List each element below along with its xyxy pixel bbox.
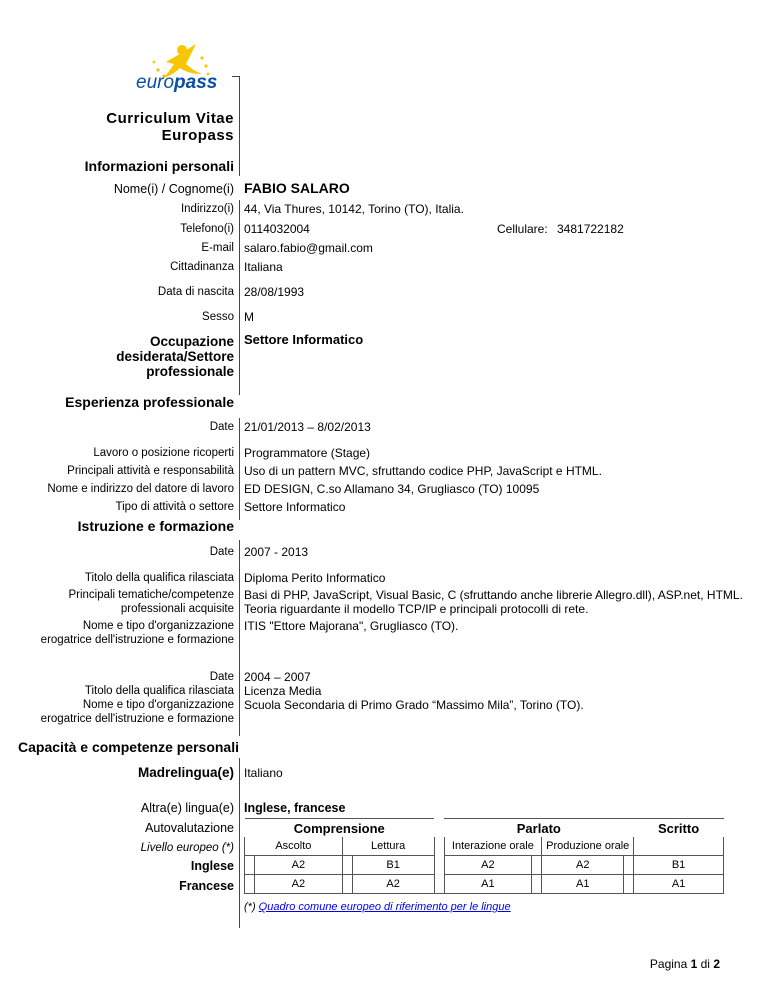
french-reading: A2 (352, 875, 434, 894)
org2-value: Scuola Secondaria di Primo Grado “Massimo Mila”, Torino (TO). (244, 698, 584, 712)
subheader-reading: Lettura (342, 837, 434, 856)
mobile-value: 3481722182 (557, 222, 624, 236)
english-writing: B1 (634, 856, 724, 875)
section-title-personal: Informazioni personali (84, 158, 234, 174)
section-title-experience: Esperienza professionale (65, 394, 234, 410)
org1-label (41, 619, 234, 647)
skills1-value (244, 588, 743, 616)
cefr-link[interactable]: Quadro comune europeo di riferimento per le lingue (258, 901, 511, 913)
header-comprehension: Comprensione (245, 819, 435, 838)
header-written: Scritto (634, 819, 724, 838)
employer-value: ED DESIGN, C.so Allamano 34, Grugliasco (TO) 10095 (244, 482, 540, 496)
occupation-label-line-3: professionale (146, 364, 234, 379)
address-label: Indirizzo(i) (180, 203, 234, 215)
subheader-written-empty (634, 837, 724, 856)
europass-logo (128, 40, 240, 98)
name-value: FABIO SALARO (244, 180, 350, 196)
org1-value: ITIS "Ettore Majorana", Grugliasco (TO). (244, 619, 459, 633)
page-current: 1 (690, 957, 698, 971)
employer-label: Nome e indirizzo del datore di lavoro (47, 483, 234, 495)
job-value: Programmatore (Stage) (244, 446, 371, 460)
email-label: E-mail (201, 242, 234, 254)
occupation-value: Settore Informatico (244, 332, 364, 347)
name-label: Nome(i) / Cognome(i) (113, 182, 234, 196)
org1-label-line-2: erogatrice dell'istruzione e formazione (40, 634, 234, 646)
phone-label: Telefono(i) (180, 223, 234, 235)
sector-value: Settore Informatico (244, 500, 346, 514)
sex-value: M (244, 310, 254, 324)
subheader-interaction: Interazione orale (444, 837, 542, 856)
education-date2-values (244, 670, 584, 712)
french-writing: A1 (634, 875, 724, 894)
divider-vertical (239, 418, 240, 520)
english-listening: A2 (254, 856, 342, 875)
activities-label: Principali attività e responsabilità (67, 465, 234, 477)
other-languages-label: Altra(e) lingua(e) (140, 801, 234, 815)
page-title (106, 110, 234, 144)
experience-date-value: 21/01/2013 – 8/02/2013 (244, 420, 371, 434)
occupation-label (116, 334, 234, 379)
english-production: A2 (542, 856, 624, 875)
self-assessment-label: Autovalutazione (145, 821, 234, 835)
footnote (244, 901, 511, 913)
org2-label-line-2: erogatrice dell'istruzione e formazione (40, 713, 234, 725)
mobile-label: Cellulare: (497, 222, 548, 236)
french-interaction: A1 (444, 875, 532, 894)
skills1-label-line-2: professionali acquisite (120, 603, 234, 615)
divider-vertical (239, 200, 240, 395)
job-label: Lavoro o posizione ricoperti (93, 447, 234, 459)
skills1-value-line-1: Basi di PHP, JavaScript, Visual Basic, C (sfruttando anche librerie Allegro.dll), ASP.net, HTML. (244, 588, 743, 602)
footnote-marker: (*) (244, 901, 259, 913)
language-table (244, 818, 724, 894)
page-number (650, 957, 720, 971)
sector-label: Tipo di attività o settore (115, 501, 234, 513)
table-row (245, 856, 724, 875)
org1-label-line-1: Nome e tipo d'organizzazione (82, 620, 234, 632)
citizenship-label: Cittadinanza (170, 261, 234, 273)
english-reading: B1 (352, 856, 434, 875)
sex-label: Sesso (202, 311, 234, 323)
header-spoken: Parlato (444, 819, 634, 838)
activities-value: Uso di un pattern MVC, sfruttando codice PHP, JavaScript e HTML. (244, 464, 602, 478)
divider-vertical (239, 76, 240, 176)
mother-tongue-value: Italiano (244, 766, 283, 780)
org2-label-line-1: Nome e tipo d'organizzazione (82, 699, 234, 711)
qualification2-value: Licenza Media (244, 684, 322, 698)
email-value: salaro.fabio@gmail.com (244, 241, 373, 255)
french-listening: A2 (254, 875, 342, 894)
other-languages-value: Inglese, francese (244, 801, 346, 815)
language-name-french: Francese (179, 879, 234, 893)
citizenship-value: Italiana (244, 260, 283, 274)
qualification1-value: Diploma Perito Informatico (244, 571, 386, 585)
skills1-label-line-1: Principali tematiche/competenze (68, 589, 234, 601)
logo-text-euro: euro (136, 72, 175, 93)
education-date2-label-text: Date (209, 671, 234, 683)
education-date1-label: Date (209, 546, 234, 558)
address-value: 44, Via Thures, 10142, Torino (TO), Italia. (244, 202, 464, 216)
qualification2-label: Titolo della qualifica rilasciata (84, 685, 234, 697)
occupation-label-line-2: desiderata/Settore (116, 349, 234, 364)
table-row (245, 875, 724, 894)
birth-value: 28/08/1993 (244, 285, 305, 299)
mother-tongue-label: Madrelingua(e) (137, 765, 234, 780)
qualification1-label: Titolo della qualifica rilasciata (84, 572, 234, 584)
logo-text-pass: pass (174, 72, 218, 93)
section-title-education: Istruzione e formazione (77, 518, 234, 534)
birth-label: Data di nascita (157, 286, 234, 298)
english-interaction: A2 (444, 856, 532, 875)
section-title-skills: Capacità e competenze personali (18, 739, 239, 755)
education-date1-value: 2007 - 2013 (244, 545, 309, 559)
occupation-label-line-1: Occupazione (149, 334, 234, 349)
title-line-2: Europass (161, 127, 234, 144)
education-date2-value: 2004 – 2007 (244, 670, 311, 684)
page-prefix: Pagina (649, 957, 691, 971)
title-line-1: Curriculum Vitae (106, 110, 234, 127)
skills1-value-line-2: Teoria riguardante il modello TCP/IP e principali protocolli di rete. (244, 602, 589, 616)
divider-vertical (239, 540, 240, 736)
page-mid: di (697, 957, 714, 971)
experience-date-label: Date (209, 421, 234, 433)
european-level-label: Livello europeo (*) (140, 842, 234, 854)
language-name-english: Inglese (190, 859, 234, 873)
french-production: A1 (542, 875, 624, 894)
skills1-label (68, 588, 234, 616)
divider-vertical (239, 758, 240, 928)
phone-value: 0114032004 (244, 222, 310, 236)
education-date2-label (41, 670, 234, 726)
subheader-listening: Ascolto (245, 837, 343, 856)
page-total: 2 (713, 957, 720, 971)
subheader-production: Produzione orale (542, 837, 634, 856)
